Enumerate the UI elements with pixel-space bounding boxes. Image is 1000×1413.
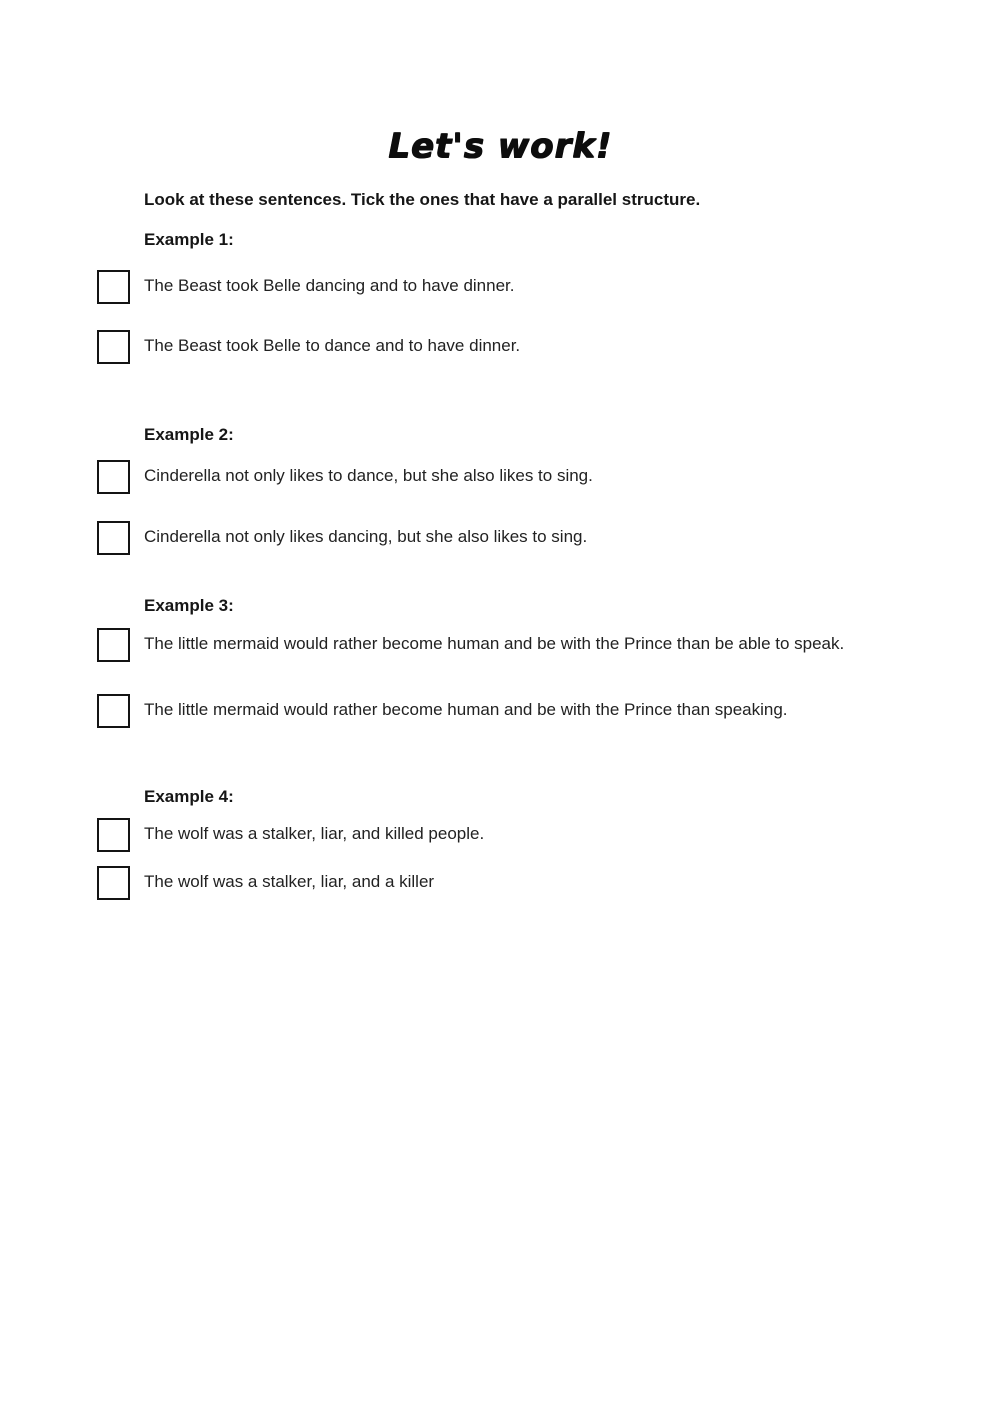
sentence-text: Cinderella not only likes to dance, but she also likes to sing. — [144, 466, 593, 485]
sentence-text: The little mermaid would rather become human and be with the Prince than speaking. — [144, 700, 788, 719]
tick-checkbox[interactable] — [97, 628, 130, 662]
option-row — [97, 270, 514, 304]
example-3-heading: Example 3: — [144, 596, 234, 615]
example-1-heading: Example 1: — [144, 230, 234, 249]
example-4-heading: Example 4: — [144, 787, 234, 806]
option-row — [97, 694, 788, 728]
option-row — [97, 866, 434, 900]
tick-checkbox[interactable] — [97, 694, 130, 728]
option-row — [97, 330, 520, 364]
sentence-text: Cinderella not only likes dancing, but she also likes to sing. — [144, 527, 588, 546]
sentence-text: The wolf was a stalker, liar, and killed people. — [144, 824, 485, 843]
option-row — [97, 628, 844, 662]
tick-checkbox[interactable] — [97, 818, 130, 852]
option-row — [97, 460, 593, 494]
tick-checkbox[interactable] — [97, 270, 130, 304]
tick-checkbox[interactable] — [97, 330, 130, 364]
tick-checkbox[interactable] — [97, 521, 130, 555]
sentence-text: The Beast took Belle dancing and to have dinner. — [144, 276, 515, 295]
tick-checkbox[interactable] — [97, 866, 130, 900]
sentence-text: The wolf was a stalker, liar, and a killer — [144, 872, 435, 891]
sentence-text: The little mermaid would rather become human and be with the Prince than be able to speak. — [144, 634, 845, 653]
page-title: Let's work! — [387, 126, 613, 166]
sentence-text: The Beast took Belle to dance and to have dinner. — [144, 336, 521, 355]
option-row — [97, 818, 484, 852]
example-2-heading: Example 2: — [144, 425, 234, 444]
option-row — [97, 521, 587, 555]
instruction-text: Look at these sentences. Tick the ones that have a parallel structure. — [144, 190, 701, 209]
tick-checkbox[interactable] — [97, 460, 130, 494]
